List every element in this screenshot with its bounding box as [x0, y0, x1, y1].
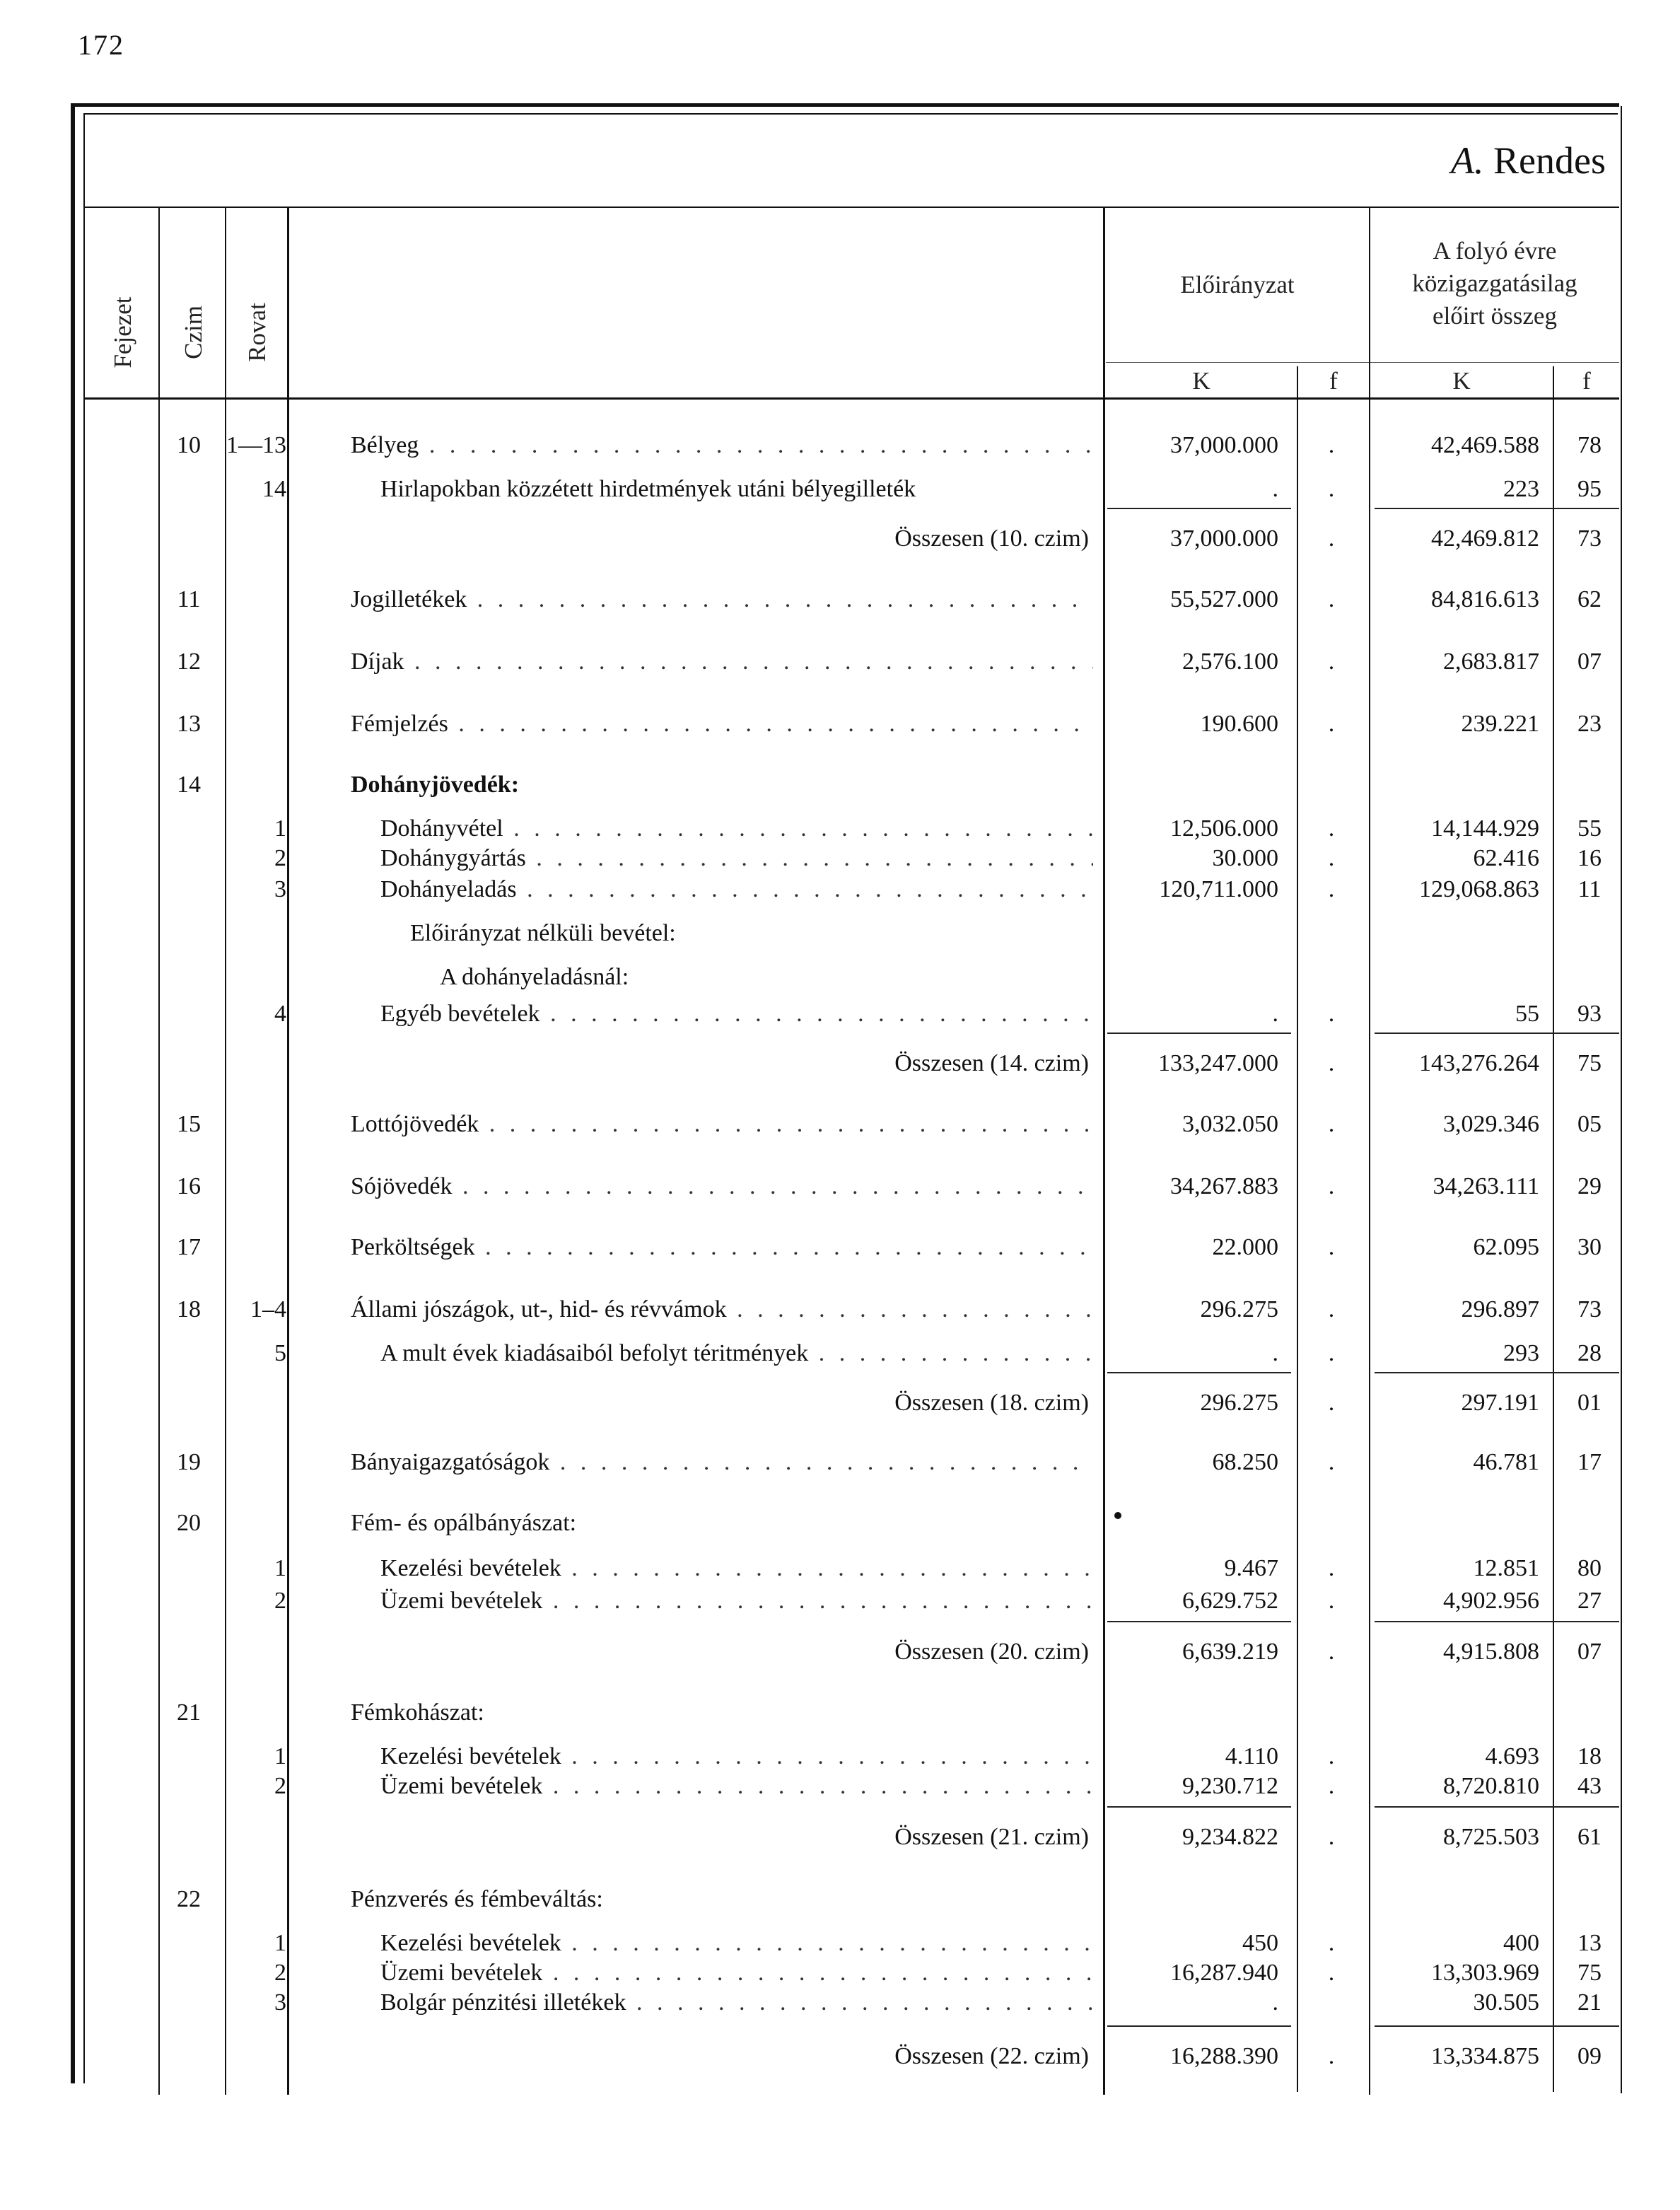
- folyo-k: 34,263.111: [1433, 1173, 1539, 1199]
- eloiranyzat-k: 68.250: [1212, 1449, 1278, 1475]
- table-row: [0, 1928, 1680, 1959]
- sum-rule: [1107, 1372, 1291, 1373]
- k-f-dashed-rule: [1106, 362, 1619, 363]
- eloiranyzat-f: .: [1328, 1773, 1335, 1799]
- item-label: Állami jószágok, ut-, hid- és révvámok . . .: [351, 1294, 1093, 1325]
- eloiranyzat-k: 22.000: [1212, 1234, 1278, 1260]
- item-label: Bányaigazgatóságok . . .: [351, 1447, 1093, 1478]
- table-row: [0, 1987, 1680, 2018]
- rovat-cell: 2: [274, 845, 286, 871]
- group-heading: Fémkohászat:: [351, 1699, 484, 1726]
- total-label: Összesen (18. czim): [894, 1390, 1089, 1416]
- sum-rule: [1107, 1621, 1291, 1622]
- sum-rule: [1107, 2025, 1291, 2027]
- table-row: [0, 1884, 1680, 1915]
- table-row: [0, 962, 1680, 993]
- czim-cell: 12: [177, 649, 201, 675]
- header-folyo-evre-2: közigazgatásilag: [1412, 269, 1577, 297]
- sub-heading: Előirányzat nélküli bevétel:: [410, 920, 676, 946]
- folyo-k: 13,334.875: [1431, 2043, 1539, 2069]
- folyo-f: 27: [1577, 1588, 1602, 1614]
- table-row: [0, 1586, 1680, 1617]
- sum-rule: [1107, 508, 1291, 509]
- folyo-k: 62.095: [1473, 1234, 1539, 1260]
- folyo-k: 13,303.969: [1431, 1960, 1539, 1986]
- eloiranyzat-f: .: [1328, 1050, 1335, 1076]
- table-row: [0, 1232, 1680, 1263]
- table-row: [0, 646, 1680, 677]
- folyo-k: 239.221: [1461, 711, 1539, 737]
- item-label: Üzemi bevételek . . .: [380, 1586, 1093, 1617]
- total-label: Összesen (20. czim): [894, 1639, 1089, 1665]
- rovat-cell: 1—13: [226, 432, 286, 458]
- rovat-cell: 1–4: [250, 1296, 286, 1322]
- eloiranyzat-f: .: [1328, 815, 1335, 842]
- table-row-total: [0, 523, 1680, 554]
- eloiranyzat-f: .: [1328, 1960, 1335, 1986]
- folyo-f: 73: [1577, 1296, 1602, 1322]
- folyo-f: 93: [1577, 1001, 1602, 1027]
- header-elo-k: K: [1192, 367, 1211, 395]
- folyo-k: 297.191: [1461, 1390, 1539, 1416]
- folyo-f: 05: [1577, 1111, 1602, 1137]
- sum-rule: [1375, 1033, 1619, 1034]
- czim-cell: 16: [177, 1173, 201, 1199]
- eloiranyzat-f: .: [1328, 1173, 1335, 1199]
- folyo-k: 143,276.264: [1419, 1050, 1539, 1076]
- item-label: A mult évek kiadásaiból befolyt téritmények . . .: [380, 1338, 1093, 1369]
- item-label: Üzemi bevételek . . .: [380, 1958, 1093, 1989]
- total-label: Összesen (14. czim): [894, 1050, 1089, 1076]
- eloiranyzat-k: 296.275: [1200, 1296, 1278, 1322]
- eloiranyzat-f: .: [1328, 1390, 1335, 1416]
- folyo-f: 78: [1577, 432, 1602, 458]
- header-rovat: Rovat: [243, 303, 271, 362]
- folyo-f: 95: [1577, 476, 1602, 502]
- table-row: [0, 430, 1680, 461]
- rovat-cell: 1: [274, 1555, 286, 1581]
- item-label: Lottójövedék . . .: [351, 1109, 1093, 1140]
- eloiranyzat-f: .: [1328, 2043, 1335, 2069]
- table-row: [0, 1338, 1680, 1369]
- folyo-k: 30.505: [1473, 1989, 1539, 2016]
- item-label: Dohányvétel . . .: [380, 813, 1093, 844]
- eloiranyzat-f: .: [1328, 1296, 1335, 1322]
- eloiranyzat-f: .: [1328, 1111, 1335, 1137]
- folyo-k: 293: [1503, 1340, 1539, 1366]
- eloiranyzat-k: 16,288.390: [1170, 2043, 1278, 2069]
- item-label: Díjak . . .: [351, 646, 1093, 677]
- item-label: Egyéb bevételek . . .: [380, 999, 1093, 1030]
- table-row: [0, 999, 1680, 1030]
- header-folyo-k: K: [1452, 367, 1471, 395]
- folyo-f: 01: [1577, 1390, 1602, 1416]
- table-row: [0, 874, 1680, 905]
- folyo-k: 8,725.503: [1443, 1824, 1539, 1850]
- folyo-k: 4.693: [1485, 1743, 1539, 1769]
- table-row: [0, 1109, 1680, 1140]
- sum-rule: [1375, 2025, 1619, 2027]
- item-label: Jogilletékek . . .: [351, 584, 1093, 615]
- eloiranyzat-k: 6,629.752: [1182, 1588, 1278, 1614]
- header-folyo-evre-3: előirt összeg: [1433, 302, 1557, 330]
- header-czim: Czim: [180, 306, 207, 359]
- czim-cell: 14: [177, 772, 201, 798]
- folyo-k: 46.781: [1473, 1449, 1539, 1475]
- item-label: Hirlapokban közzétett hirdetmények utáni bélyegilleték: [380, 476, 916, 502]
- sum-rule: [1375, 1621, 1619, 1622]
- sum-rule: [1107, 1806, 1291, 1808]
- folyo-f: 75: [1577, 1050, 1602, 1076]
- folyo-f: 62: [1577, 586, 1602, 612]
- folyo-f: 17: [1577, 1449, 1602, 1475]
- sub-heading: A dohányeladásnál:: [440, 964, 629, 990]
- eloiranyzat-f: .: [1328, 1824, 1335, 1850]
- eloiranyzat-f: .: [1328, 845, 1335, 871]
- rovat-cell: 1: [274, 1743, 286, 1769]
- folyo-k: 42,469.812: [1431, 525, 1539, 552]
- eloiranyzat-k: .: [1272, 476, 1278, 502]
- table-row: [0, 584, 1680, 615]
- header-eloiranyzat: Előirányzat: [1180, 271, 1295, 298]
- item-label: Sójövedék . . .: [351, 1171, 1093, 1202]
- eloiranyzat-k: 12,506.000: [1170, 815, 1278, 842]
- header-fejezet: Fejezet: [109, 296, 136, 368]
- item-label: Kezelési bevételek . . .: [380, 1741, 1093, 1772]
- eloiranyzat-f: .: [1328, 1001, 1335, 1027]
- folyo-k: 62.416: [1473, 845, 1539, 871]
- folyo-f: 11: [1577, 876, 1602, 902]
- sum-rule: [1375, 1806, 1619, 1808]
- page-number: 172: [78, 29, 124, 61]
- rovat-cell: 2: [274, 1588, 286, 1614]
- rovat-cell: 1: [274, 815, 286, 842]
- table-row: [0, 1741, 1680, 1772]
- eloiranyzat-k: 133,247.000: [1158, 1050, 1278, 1076]
- folyo-k: 42,469.588: [1431, 432, 1539, 458]
- folyo-k: 400: [1503, 1930, 1539, 1956]
- item-label: Fémjelzés . . .: [351, 709, 1093, 740]
- header-top-rule: [83, 207, 1619, 208]
- czim-cell: 15: [177, 1111, 201, 1137]
- sum-rule: [1375, 508, 1619, 509]
- table-row: [0, 1294, 1680, 1325]
- rovat-cell: 5: [274, 1340, 286, 1366]
- folyo-k: 4,915.808: [1443, 1639, 1539, 1665]
- folyo-k: 8,720.810: [1443, 1773, 1539, 1799]
- group-heading: Fém- és opálbányászat:: [351, 1510, 577, 1536]
- total-label: Összesen (22. czim): [894, 2043, 1089, 2069]
- eloiranyzat-f: .: [1328, 1743, 1335, 1769]
- eloiranyzat-k: 2,576.100: [1182, 649, 1278, 675]
- table-row-total: [0, 1048, 1680, 1079]
- folyo-f: 29: [1577, 1173, 1602, 1199]
- table-row: [0, 1447, 1680, 1478]
- folyo-f: 09: [1577, 2043, 1602, 2069]
- rovat-cell: 2: [274, 1960, 286, 1986]
- folyo-f: 61: [1577, 1824, 1602, 1850]
- section-word: Rendes: [1493, 139, 1606, 182]
- eloiranyzat-k: 296.275: [1200, 1390, 1278, 1416]
- table-row: [0, 1958, 1680, 1989]
- table-row: [0, 918, 1680, 949]
- table-row: [0, 474, 1680, 505]
- eloiranyzat-k: 30.000: [1212, 845, 1278, 871]
- eloiranyzat-k: 9,230.712: [1182, 1773, 1278, 1799]
- rovat-cell: 4: [274, 1001, 286, 1027]
- folyo-k: 55: [1515, 1001, 1539, 1027]
- folyo-k: 12.851: [1473, 1555, 1539, 1581]
- table-row: [0, 813, 1680, 844]
- folyo-f: 07: [1577, 649, 1602, 675]
- eloiranyzat-k: 9,234.822: [1182, 1824, 1278, 1850]
- table-row: [0, 1697, 1680, 1728]
- eloiranyzat-f: .: [1328, 711, 1335, 737]
- folyo-k: 223: [1503, 476, 1539, 502]
- table-row-total: [0, 1636, 1680, 1668]
- group-heading: Pénzverés és fémbeváltás:: [351, 1886, 603, 1912]
- eloiranyzat-f: .: [1328, 1234, 1335, 1260]
- group-heading: Dohányjövedék:: [351, 772, 520, 798]
- table-row-total: [0, 2041, 1680, 2072]
- sum-rule: [1107, 1033, 1291, 1034]
- folyo-f: 55: [1577, 815, 1602, 842]
- rovat-cell: 2: [274, 1773, 286, 1799]
- folyo-k: 3,029.346: [1443, 1111, 1539, 1137]
- czim-cell: 13: [177, 711, 201, 737]
- folyo-k: 84,816.613: [1431, 586, 1539, 612]
- folyo-k: 4,902.956: [1443, 1588, 1539, 1614]
- eloiranyzat-k: .: [1272, 1340, 1278, 1366]
- czim-cell: 17: [177, 1234, 201, 1260]
- section-title: [1451, 139, 1606, 182]
- item-label: Üzemi bevételek . . .: [380, 1771, 1093, 1802]
- czim-cell: 20: [177, 1510, 201, 1536]
- eloiranyzat-k: 34,267.883: [1170, 1173, 1278, 1199]
- eloiranyzat-k: 37,000.000: [1170, 525, 1278, 552]
- czim-cell: 10: [177, 432, 201, 458]
- eloiranyzat-f: .: [1328, 1930, 1335, 1956]
- eloiranyzat-f: .: [1328, 1639, 1335, 1665]
- eloiranyzat-k: .: [1272, 1989, 1278, 2016]
- folyo-f: 13: [1577, 1930, 1602, 1956]
- sum-rule: [1375, 1372, 1619, 1373]
- folyo-f: 07: [1577, 1639, 1602, 1665]
- table-row: [0, 769, 1680, 801]
- eloiranyzat-k: .: [1272, 1001, 1278, 1027]
- eloiranyzat-f: .: [1328, 876, 1335, 902]
- table-row: [0, 1553, 1680, 1584]
- eloiranyzat-f: .: [1328, 1340, 1335, 1366]
- header-elo-f: f: [1329, 367, 1338, 395]
- table-row: [0, 709, 1680, 740]
- item-label: Dohányeladás . . .: [380, 874, 1093, 905]
- czim-cell: 11: [177, 586, 201, 612]
- folyo-f: 43: [1577, 1773, 1602, 1799]
- total-label: Összesen (21. czim): [894, 1824, 1089, 1850]
- folyo-f: 80: [1577, 1555, 1602, 1581]
- folyo-f: 30: [1577, 1234, 1602, 1260]
- folyo-f: 73: [1577, 525, 1602, 552]
- table-row: [0, 1771, 1680, 1802]
- eloiranyzat-k: 6,639.219: [1182, 1639, 1278, 1665]
- table-row-total: [0, 1388, 1680, 1419]
- section-letter: A.: [1451, 139, 1484, 182]
- item-label: Kezelési bevételek . . .: [380, 1928, 1093, 1959]
- eloiranyzat-f: .: [1328, 476, 1335, 502]
- eloiranyzat-f: .: [1328, 432, 1335, 458]
- eloiranyzat-k: 450: [1242, 1930, 1278, 1956]
- item-label: Bolgár pénzitési illetékek . . .: [380, 1987, 1093, 2018]
- folyo-f: 21: [1577, 1989, 1602, 2016]
- czim-cell: 19: [177, 1449, 201, 1475]
- item-label: Perköltségek . . .: [351, 1232, 1093, 1263]
- eloiranyzat-k: 120,711.000: [1159, 876, 1278, 902]
- table-row: [0, 1508, 1680, 1539]
- eloiranyzat-k: 37,000.000: [1170, 432, 1278, 458]
- folyo-f: 28: [1577, 1340, 1602, 1366]
- eloiranyzat-k: 16,287.940: [1170, 1960, 1278, 1986]
- eloiranyzat-f: .: [1328, 649, 1335, 675]
- folyo-k: 2,683.817: [1443, 649, 1539, 675]
- header-folyo-f: f: [1582, 367, 1591, 395]
- header-folyo-evre-1: A folyó évre: [1433, 237, 1557, 264]
- eloiranyzat-f: .: [1328, 586, 1335, 612]
- rovat-cell: 1: [274, 1930, 286, 1956]
- eloiranyzat-f: .: [1328, 525, 1335, 552]
- top-double-rule-1: [71, 103, 1619, 107]
- folyo-k: 14,144.929: [1431, 815, 1539, 842]
- rovat-cell: 3: [274, 876, 286, 902]
- czim-cell: 22: [177, 1886, 201, 1912]
- folyo-f: 75: [1577, 1960, 1602, 1986]
- eloiranyzat-f: .: [1328, 1588, 1335, 1614]
- table-row: [0, 843, 1680, 874]
- folyo-f: 18: [1577, 1743, 1602, 1769]
- item-label: Dohánygyártás . . .: [380, 843, 1093, 874]
- folyo-k: 129,068.863: [1419, 876, 1539, 902]
- item-label: Bélyeg . . .: [351, 430, 1093, 461]
- folyo-f: 16: [1577, 845, 1602, 871]
- eloiranyzat-f: .: [1328, 1449, 1335, 1475]
- eloiranyzat-k: 4.110: [1225, 1743, 1278, 1769]
- top-double-rule-2: [83, 113, 1618, 115]
- eloiranyzat-k: 190.600: [1200, 711, 1278, 737]
- folyo-k: 296.897: [1461, 1296, 1539, 1322]
- rovat-cell: 14: [262, 476, 286, 502]
- eloiranyzat-f: .: [1328, 1555, 1335, 1581]
- czim-cell: 18: [177, 1296, 201, 1322]
- total-label: Összesen (10. czim): [894, 525, 1089, 552]
- header-bottom-rule: [83, 397, 1619, 400]
- eloiranyzat-k: 3,032.050: [1182, 1111, 1278, 1137]
- item-label: Kezelési bevételek . . .: [380, 1553, 1093, 1584]
- rovat-cell: 3: [274, 1989, 286, 2016]
- table-row: [0, 1171, 1680, 1202]
- eloiranyzat-k: 9.467: [1224, 1555, 1278, 1581]
- table-row-total: [0, 1822, 1680, 1853]
- czim-cell: 21: [177, 1699, 201, 1726]
- folyo-f: 23: [1577, 711, 1602, 737]
- eloiranyzat-k: 55,527.000: [1170, 586, 1278, 612]
